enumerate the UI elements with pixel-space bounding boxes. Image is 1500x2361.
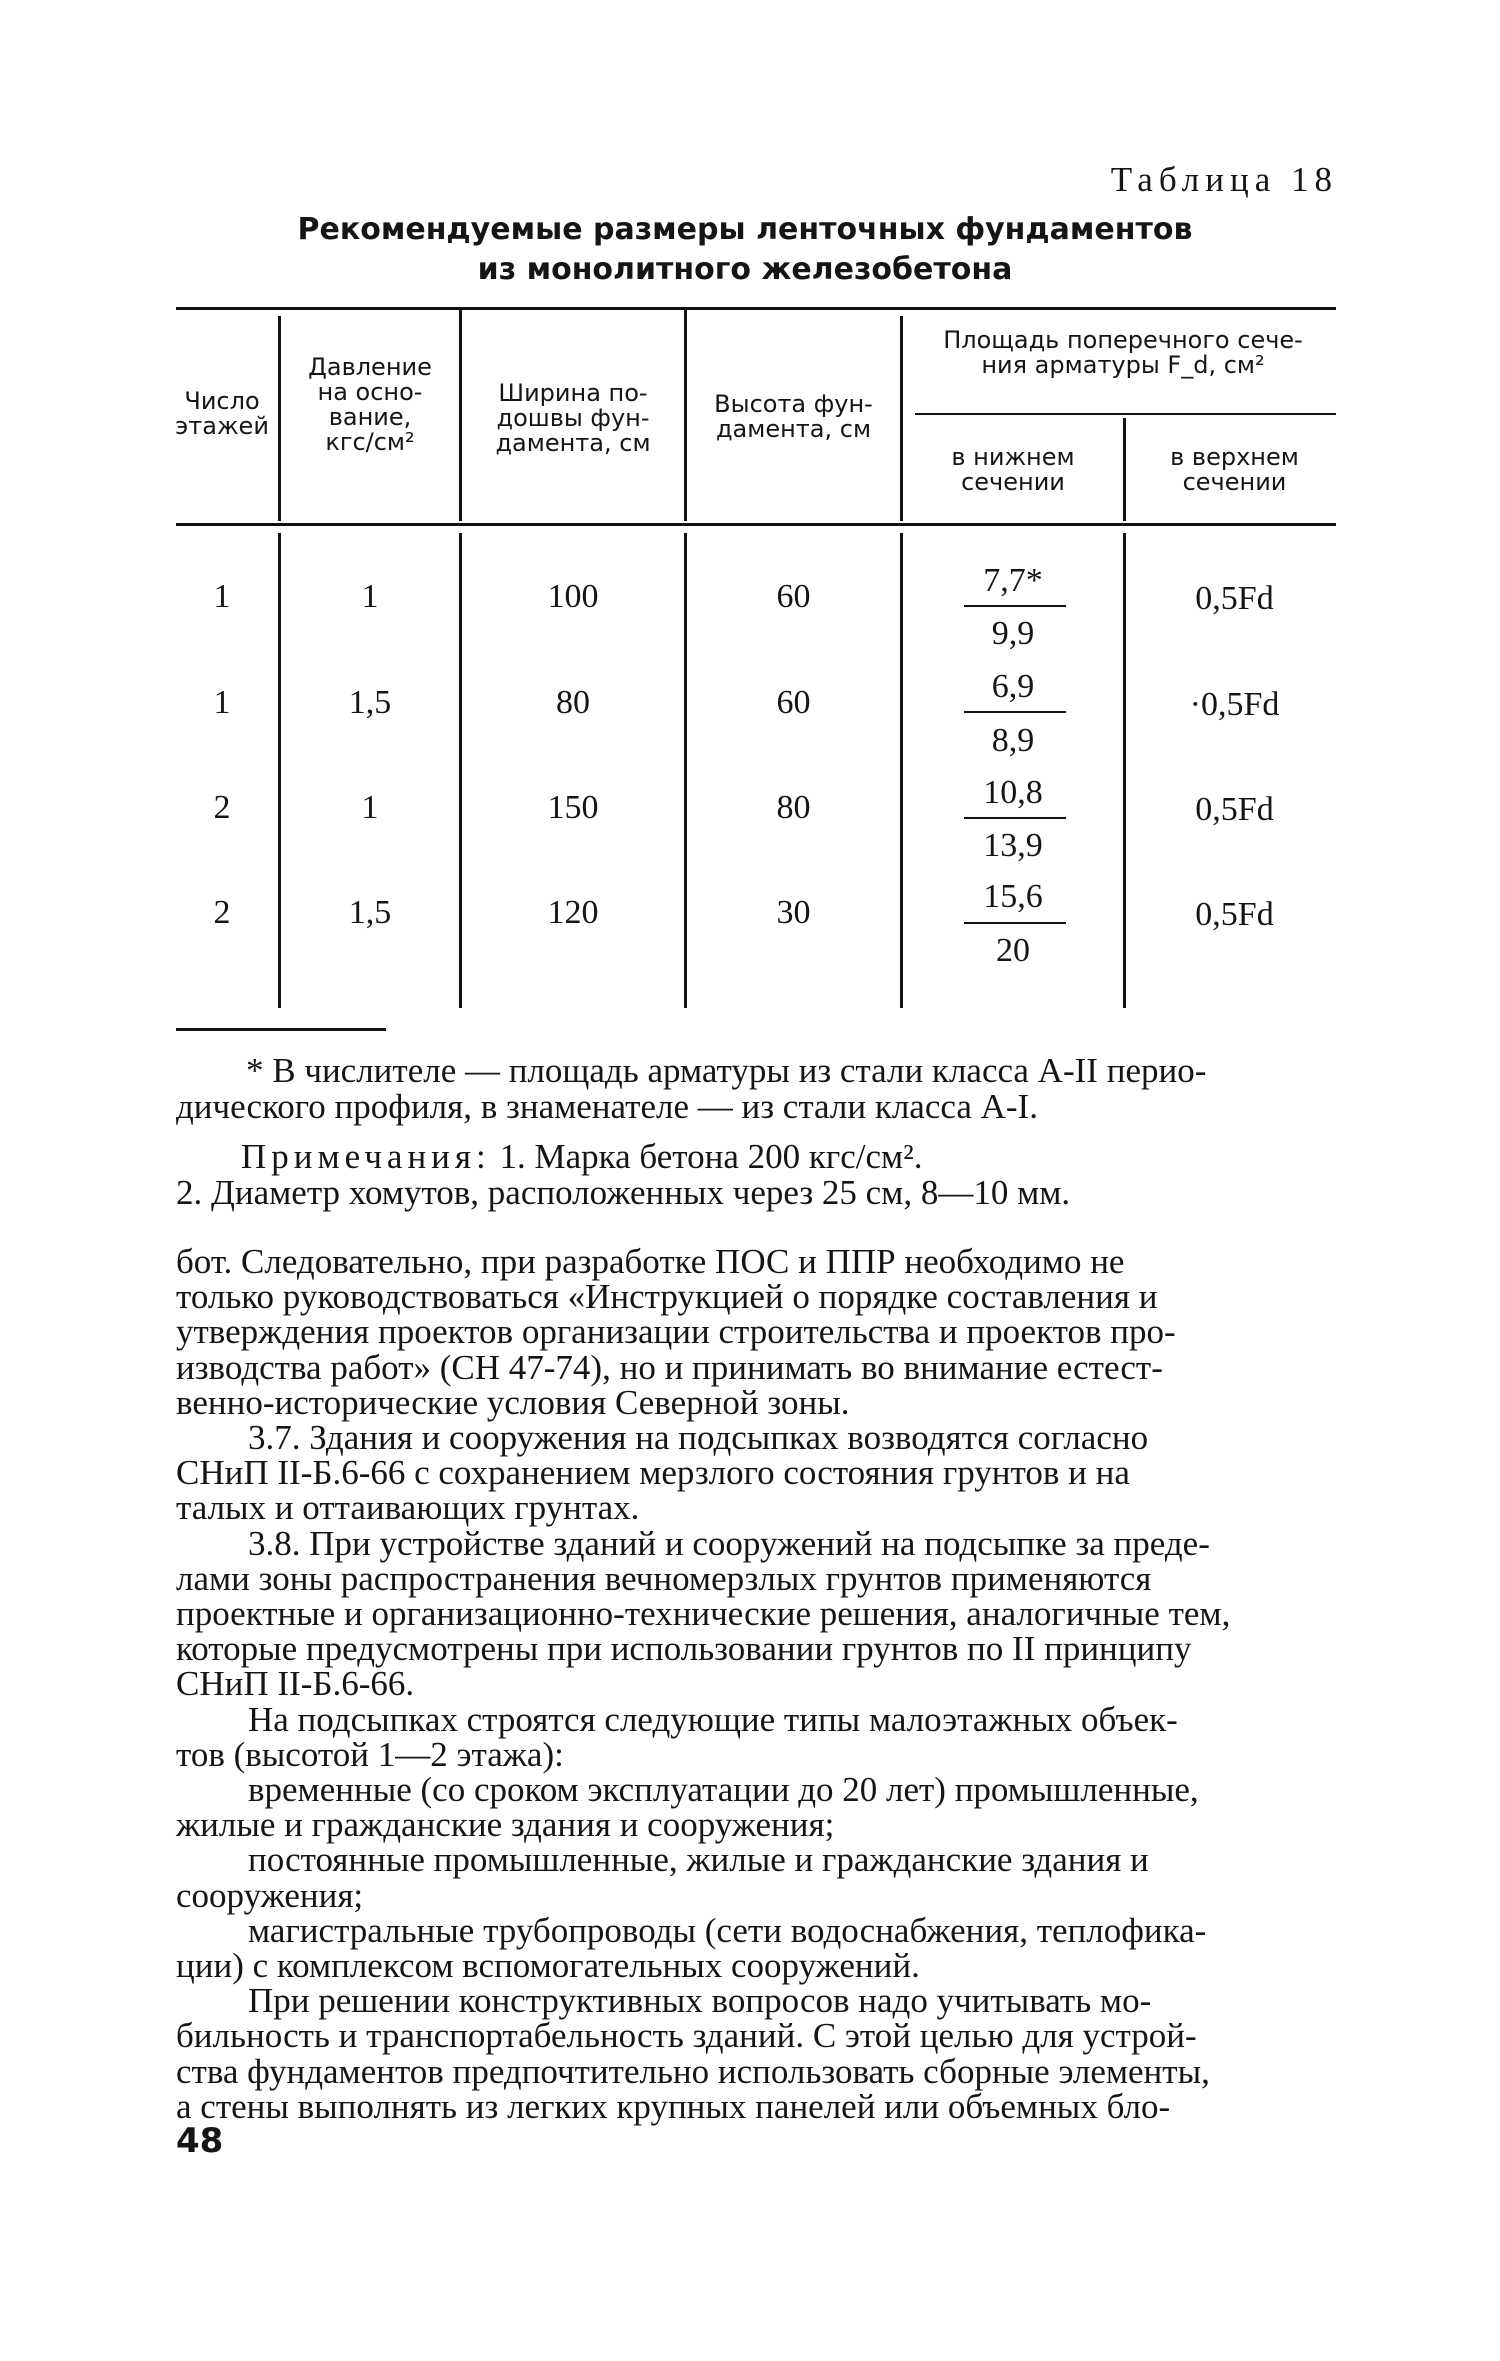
header-area-upper: в верхнем сечении bbox=[1170, 443, 1299, 496]
fraction-line bbox=[964, 922, 1066, 924]
fraction-line bbox=[964, 605, 1066, 607]
cell-lower-numerator: 7,7* bbox=[983, 562, 1043, 599]
paragraph-line: бильность и транспортабельность зданий. С этой целью для устрой- bbox=[176, 2016, 1197, 2056]
footnote-line: * В числителе — площадь арматуры из стали класса А-II перио- bbox=[246, 1051, 1207, 1090]
paragraph-line: временные (со сроком эксплуатации до 20 лет) промышленные, bbox=[248, 1770, 1199, 1810]
paragraph-line: ции) с комплексом вспомогательных сооружений. bbox=[176, 1946, 920, 1986]
paragraph-line: которые предусмотрены при использовании грунтов по II принципу bbox=[176, 1629, 1192, 1669]
cell-height: 60 bbox=[776, 684, 811, 721]
table-header-bottom-rule bbox=[176, 523, 1336, 526]
paragraph-line: только руководствоваться «Инструкцией о порядке составления и bbox=[176, 1277, 1158, 1317]
page-number: 48 bbox=[176, 2121, 224, 2161]
paragraph-line: СНиП II-Б.6-66 с сохранением мерзлого состояния грунтов и на bbox=[176, 1453, 1130, 1493]
paragraph-line: талых и оттаивающих грунтах. bbox=[176, 1488, 640, 1528]
cell-height: 60 bbox=[776, 578, 811, 615]
paragraph-line: сооружения; bbox=[176, 1875, 364, 1915]
cell-floors: 1 bbox=[213, 578, 231, 615]
cell-upper: 0,5Fd bbox=[1195, 791, 1274, 828]
table-footnote bbox=[176, 1053, 1338, 1125]
header-height: Высота фун- дамента, см bbox=[714, 390, 873, 443]
cell-floors: 1 bbox=[213, 684, 231, 721]
caption-line: Рекомендуемые размеры ленточных фундаментов bbox=[297, 212, 1193, 247]
footnote-line: дического профиля, в знаменателе — из стали класса А-I. bbox=[176, 1087, 1038, 1126]
cell-lower-denominator: 8,9 bbox=[991, 722, 1035, 759]
note-2: 2. Диаметр хомутов, расположенных через 25 см, 8—10 мм. bbox=[176, 1173, 1071, 1212]
cell-floors: 2 bbox=[213, 789, 231, 826]
cell-width: 150 bbox=[547, 789, 599, 826]
paragraph-line: а стены выполнять из легких крупных панелей или объемных бло- bbox=[176, 2086, 1171, 2126]
paragraph-line: При решении конструктивных вопросов надо учитывать мо- bbox=[248, 1981, 1152, 2021]
paragraph-line: венно-исторические условия Северной зоны. bbox=[176, 1382, 850, 1422]
cell-lower-numerator: 6,9 bbox=[991, 668, 1035, 705]
notes-label: Примечания: bbox=[241, 1137, 491, 1176]
header-area: Площадь поперечного сече- ния арматуры F_d, см² bbox=[943, 326, 1303, 379]
cell-width: 120 bbox=[547, 894, 599, 931]
cell-lower-denominator: 20 bbox=[996, 932, 1030, 969]
cell-upper: ·0,5Fd bbox=[1189, 686, 1280, 723]
paragraph-line: лами зоны распространения вечномерзлых грунтов применяются bbox=[176, 1558, 1152, 1598]
note-1: 1. Марка бетона 200 кгс/см². bbox=[499, 1137, 923, 1176]
fraction-line bbox=[964, 711, 1066, 713]
cell-lower-numerator: 10,8 bbox=[983, 774, 1043, 811]
table-top-rule bbox=[176, 307, 1336, 310]
paragraph-line: магистральные трубопроводы (сети водоснабжения, теплофика- bbox=[248, 1910, 1207, 1950]
cell-lower-numerator: 15,6 bbox=[983, 878, 1043, 915]
paragraph-line: На подсыпках строятся следующие типы малоэтажных объек- bbox=[248, 1699, 1178, 1739]
body-text bbox=[176, 1244, 1338, 2124]
cell-height: 80 bbox=[776, 789, 811, 826]
paragraph-line: жилые и гражданские здания и сооружения; bbox=[176, 1805, 835, 1845]
cell-pressure: 1 bbox=[361, 789, 379, 826]
header-floors: Число этажей bbox=[175, 387, 269, 440]
paragraph-line: тов (высотой 1—2 этажа): bbox=[176, 1734, 564, 1774]
cell-floors: 2 bbox=[213, 894, 231, 931]
header-pressure: Давление на осно- вание, кгс/см² bbox=[308, 353, 432, 456]
paragraph-line: 3.7. Здания и сооружения на подсыпках возводятся согласно bbox=[248, 1418, 1149, 1458]
table-bottom-rule bbox=[176, 1028, 386, 1031]
paragraph-line: бот. Следовательно, при разработке ПОС и ППР необходимо не bbox=[176, 1242, 1125, 1281]
cell-height: 30 bbox=[776, 894, 811, 931]
table-caption bbox=[270, 210, 1220, 290]
fraction-line bbox=[964, 817, 1066, 819]
paragraph-line: постоянные промышленные, жилые и гражданские здания и bbox=[248, 1840, 1149, 1880]
cell-pressure: 1,5 bbox=[348, 894, 392, 931]
cell-pressure: 1 bbox=[361, 578, 379, 615]
paragraphs bbox=[176, 1244, 1338, 2124]
paragraph-line: утверждения проектов организации строительства и проектов про- bbox=[176, 1312, 1176, 1352]
paragraph-line: 3.8. При устройстве зданий и сооружений на подсыпке за преде- bbox=[248, 1523, 1210, 1563]
table-notes bbox=[176, 1139, 1338, 1211]
caption-line: из монолитного железобетона bbox=[477, 252, 1013, 287]
header-width: Ширина по- дошвы фун- дамента, см bbox=[495, 379, 651, 457]
cell-width: 80 bbox=[556, 684, 590, 721]
header-area-lower: в нижнем сечении bbox=[951, 443, 1075, 496]
cell-lower-denominator: 9,9 bbox=[991, 615, 1035, 652]
cell-upper: 0,5Fd bbox=[1195, 896, 1274, 933]
paragraph-line: проектные и организационно-технические решения, аналогичные тем, bbox=[176, 1594, 1231, 1634]
cell-upper: 0,5Fd bbox=[1195, 580, 1274, 617]
paragraph-line: СНиП II-Б.6-66. bbox=[176, 1664, 415, 1704]
cell-pressure: 1,5 bbox=[348, 684, 392, 721]
table-label: Таблица 18 bbox=[1110, 160, 1338, 199]
cell-width: 100 bbox=[547, 578, 599, 615]
area-subheader-rule bbox=[915, 413, 1336, 415]
paragraph-line: изводства работ» (СН 47-74), но и принимать во внимание естест- bbox=[176, 1347, 1163, 1387]
cell-lower-denominator: 13,9 bbox=[983, 827, 1043, 864]
paragraph-line: ства фундаментов предпочтительно использовать сборные элементы, bbox=[176, 2051, 1210, 2091]
